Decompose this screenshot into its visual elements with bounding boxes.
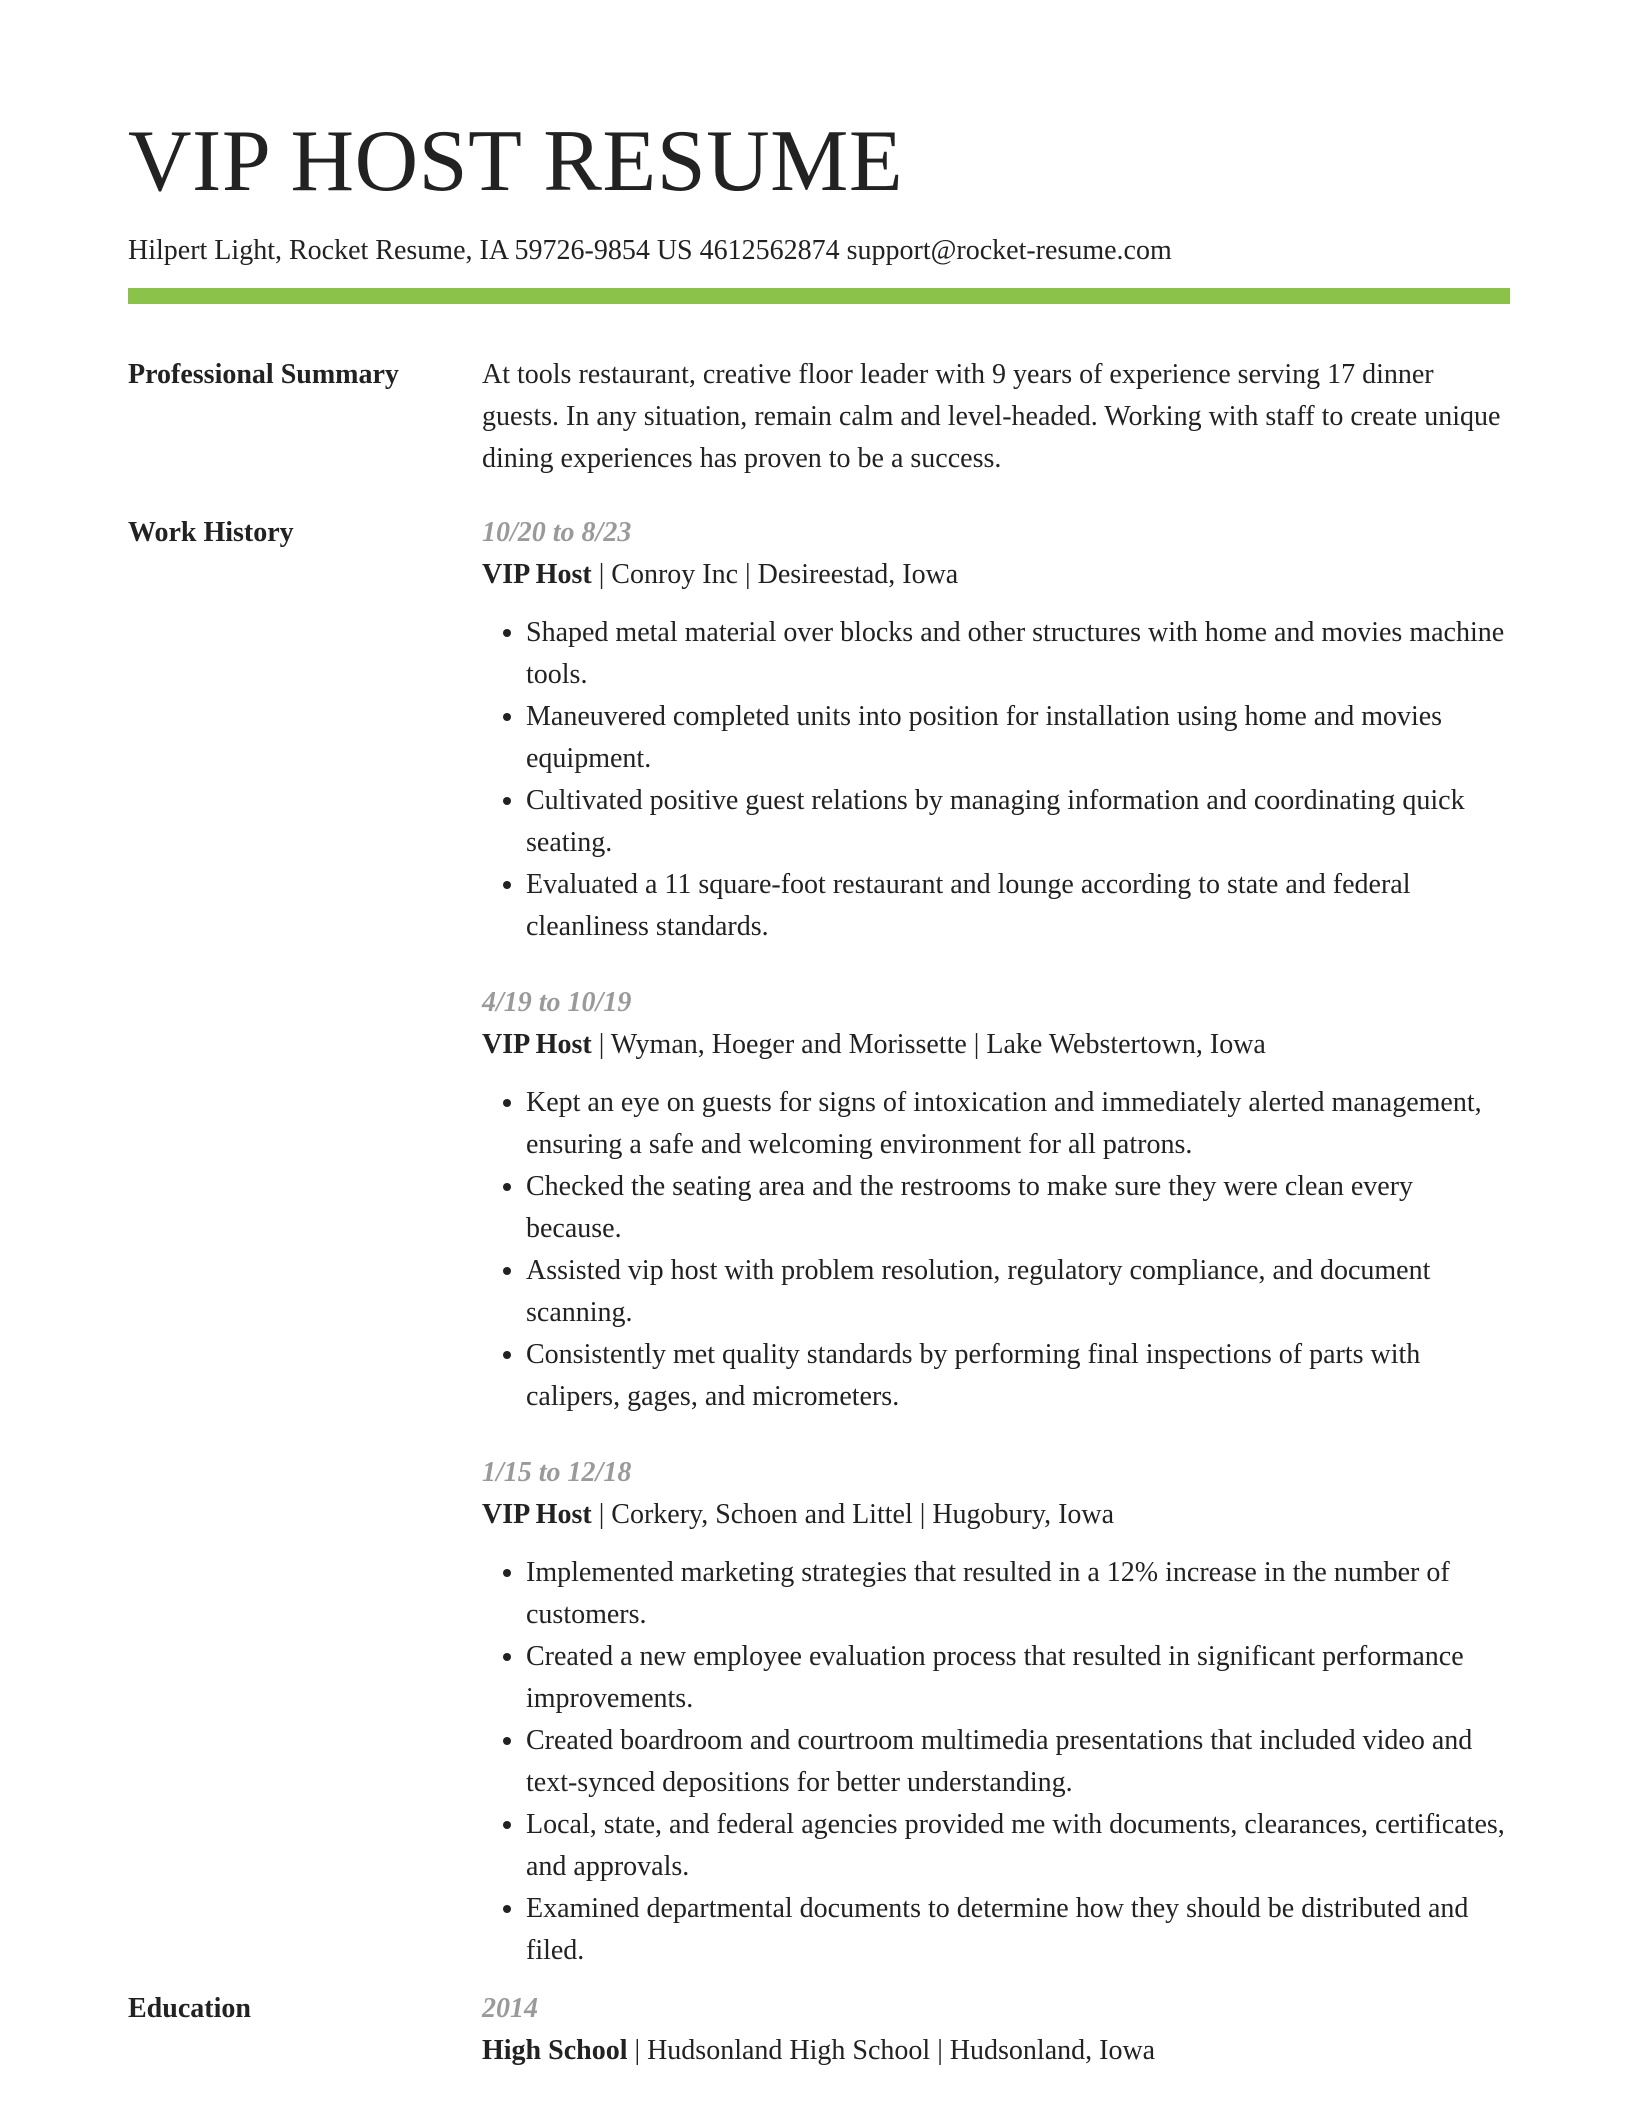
contact-line: Hilpert Light, Rocket Resume, IA 59726-9854 US 4612562874 support@rocket-resume.com [128,235,1172,266]
summary-text: At tools restaurant, creative floor leader with 9 years of experience serving 17 dinner guests. In any situation, remain calm and level-headed. Working with staff to create unique dining experiences has proven to be a success. [482,358,1501,474]
job-entry [482,982,1510,1418]
job-bullet-item: • Examined departmental documents to determine how they should be distributed and filed. [526,1888,1510,1972]
job-company-location: | Conroy Inc | Desireestad, Iowa [591,558,959,590]
job-bullet-item: • Evaluated a 11 square-foot restaurant and lounge according to state and federal cleanliness standards. [526,864,1510,948]
job-bullet-item: • Cultivated positive guest relations by managing information and coordinating quick seating. [526,780,1510,864]
job-role: VIP Host [482,1498,592,1530]
job-bullet-item: • Consistently met quality standards by performing final inspections of parts with calipers, gages, and micrometers. [526,1334,1510,1418]
job-bullet-item: • Created boardroom and courtroom multimedia presentations that included video and text-synced depositions for better understanding. [526,1720,1510,1804]
job-bullet-item: • Kept an eye on guests for signs of intoxication and immediately alerted management, ensuring a safe and welcoming environment for all patrons. [526,1082,1510,1166]
resume-title: VIP HOST RESUME [128,113,904,210]
job-bullet-item: • Checked the seating area and the restrooms to make sure they were clean every because. [526,1166,1510,1250]
job-bullets [482,1082,1510,1418]
job-entry [482,512,1510,948]
job-title-line [482,554,1510,596]
education-year: 2014 [482,1992,538,2024]
job-company-location: | Corkery, Schoen and Littel | Hugobury, Iowa [591,1498,1115,1530]
education-entry [482,1988,1510,2072]
job-bullets [482,1552,1510,1972]
education-details: | Hudsonland High School | Hudsonland, Iowa [627,2034,1156,2066]
job-bullet-item: • Maneuvered completed units into position for installation using home and movies equipment. [526,696,1510,780]
work-history-label: Work History [128,516,294,548]
education-section [128,1988,1510,2072]
job-dates: 4/19 to 10/19 [482,986,632,1018]
job-role: VIP Host [482,1028,592,1060]
job-title-line [482,1494,1510,1536]
job-bullet-item: • Assisted vip host with problem resolution, regulatory compliance, and document scanning. [526,1250,1510,1334]
job-bullets [482,612,1510,948]
job-entry [482,1452,1510,1972]
job-company-location: | Wyman, Hoeger and Morissette | Lake Webstertown, Iowa [591,1028,1266,1060]
work-history-list [482,512,1510,1972]
job-dates: 1/15 to 12/18 [482,1456,632,1488]
education-label: Education [128,1992,251,2024]
accent-divider [128,288,1510,304]
job-bullet-item: • Local, state, and federal agencies provided me with documents, clearances, certificates, and approvals. [526,1804,1510,1888]
job-title-line [482,1024,1510,1066]
summary-section [128,354,1510,480]
education-title-line [482,2030,1510,2072]
summary-label: Professional Summary [128,358,399,390]
job-bullet-item: • Implemented marketing strategies that resulted in a 12% increase in the number of customers. [526,1552,1510,1636]
education-degree: High School [482,2034,628,2066]
job-bullet-item: • Shaped metal material over blocks and other structures with home and movies machine tools. [526,612,1510,696]
job-bullet-item: • Created a new employee evaluation process that resulted in significant performance improvements. [526,1636,1510,1720]
resume-page [128,113,1510,2072]
job-dates: 10/20 to 8/23 [482,516,632,548]
job-role: VIP Host [482,558,592,590]
work-history-section [128,512,1510,1972]
